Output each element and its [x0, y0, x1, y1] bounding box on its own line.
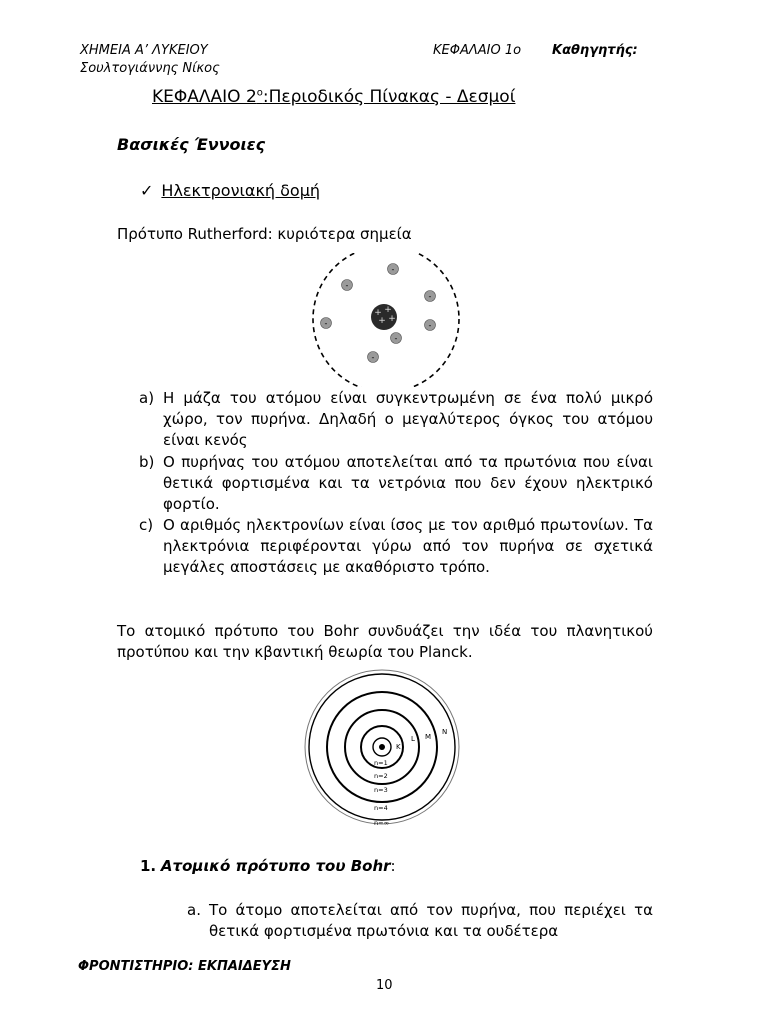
header-teacher-name: Σουλτογιάννης Νίκος: [80, 61, 220, 76]
nucleus-plus: +: [374, 308, 382, 318]
title-prefix: ΚΕΦΑΛΑΙΟ 2: [152, 87, 257, 107]
checklist-label: Ηλεκτρονιακή δομή: [161, 181, 321, 200]
header-chapter-text: ΚΕΦΑΛΑΙΟ 1ο: [433, 43, 522, 58]
bohr-heading: [140, 857, 396, 875]
nucleus-plus: +: [378, 316, 386, 326]
rutherford-intro: Πρότυπο Rutherford: κυριότερα σημεία: [117, 225, 412, 243]
level-label: n=4: [374, 804, 388, 812]
heading-number: 1.: [140, 857, 157, 875]
footer-label: ΦΡΟΝΤΙΣΤΗΡΙΟ: ΕΚΠΑΙΔΕΥΣΗ: [78, 959, 291, 974]
electron: [388, 264, 399, 275]
page-number: 10: [376, 978, 393, 993]
list-marker: a): [139, 389, 155, 407]
svg-text:-: -: [394, 334, 398, 343]
level-label: n=∞: [374, 819, 389, 827]
shell-label-n: N: [442, 728, 448, 736]
level-label: n=3: [374, 786, 388, 794]
checkmark-icon: ✓: [140, 181, 154, 200]
header-chapter: [433, 43, 521, 58]
svg-text:-: -: [428, 321, 432, 330]
bohr-point-a: Το άτομο αποτελείται από τον πυρήνα, που περιέχει τα θετικά φορτισμένα πρωτόνια και τα ουδέτερα: [209, 901, 653, 940]
bohr-intro: Το ατομικό πρότυπο του Bohr συνδυάζει την ιδέα του πλανητικού προτύπου και την κβαντική θεωρία του Planck.: [117, 622, 653, 661]
section-heading: Βασικές Έννοιες: [117, 135, 266, 154]
rutherford-point-c: Ο αριθμός ηλεκτρονίων είναι ίσος με τον αριθμό πρωτονίων. Τα ηλεκτρόνια περιφέρονται γύρω από τον πυρήνα σε σχετικά μεγάλες αποστάσεις με ακαθόριστο τρόπο.: [163, 516, 653, 576]
electron: [425, 291, 436, 302]
nucleus-plus: +: [388, 314, 396, 324]
nucleus-plus: +: [384, 305, 392, 315]
svg-text:-: -: [391, 265, 395, 274]
nucleus-dot: [379, 744, 385, 750]
title-rest: :Περιοδικός Πίνακας - Δεσμοί: [262, 87, 516, 107]
electron: [425, 320, 436, 331]
header-subject: ΧΗΜΕΙΑ Α’ ΛΥΚΕΙΟΥ: [80, 43, 208, 58]
electron: [368, 352, 379, 363]
electron: [342, 280, 353, 291]
list-marker: b): [139, 453, 155, 471]
shell-label-l: L: [411, 735, 415, 743]
svg-text:-: -: [371, 353, 375, 362]
rutherford-point-b: Ο πυρήνας του ατόμου αποτελείται από τα πρωτόνια που είναι θετικά φορτισμένα και τα νετρόνια που δεν έχουν ηλεκτρικό φορτίο.: [163, 453, 653, 513]
shell-label-k: K: [396, 743, 401, 751]
svg-text:-: -: [428, 292, 432, 301]
header-teacher-label: Καθηγητής:: [552, 43, 638, 58]
rutherford-atom-diagram: [308, 253, 464, 387]
page-title: [152, 87, 515, 107]
bohr-model-diagram: [303, 668, 465, 830]
electron: [321, 318, 332, 329]
rutherford-point-a: Η μάζα του ατόμου είναι συγκεντρωμένη σε ένα πολύ μικρό χώρο, τον πυρήνα. Δηλαδή ο μεγαλύτερος όγκος του ατόμου είναι κενός: [163, 389, 653, 449]
heading-text: Ατομικό πρότυπο του Bohr: [160, 857, 391, 875]
heading-suffix: :: [390, 857, 396, 875]
title-sup: ο: [256, 87, 263, 99]
checklist-item: [140, 181, 320, 200]
level-label: n=1: [374, 759, 388, 767]
nucleus: [371, 304, 397, 330]
shell-label-m: M: [425, 733, 432, 741]
electron: [391, 333, 402, 344]
svg-text:-: -: [345, 281, 349, 290]
svg-text:-: -: [324, 319, 328, 328]
list-marker: a.: [187, 901, 201, 919]
level-label: n=2: [374, 772, 388, 780]
list-marker: c): [139, 516, 154, 534]
